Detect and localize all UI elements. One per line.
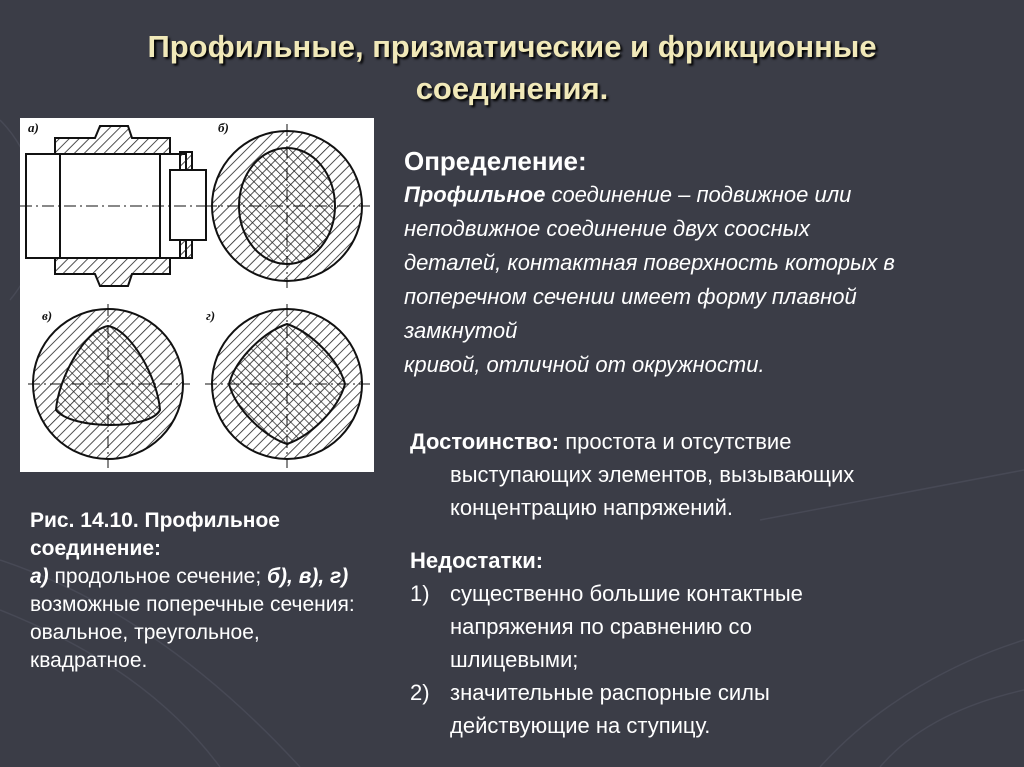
definition-text [404,178,1004,382]
disadvantage-1-line-1: существенно большие контактные [450,581,803,606]
triangular-section [28,304,190,468]
definition-line-6: кривой, отличной от окружности. [404,352,765,377]
disadvantage-item-2 [410,676,1000,742]
definition-term: Профильное [404,182,546,207]
disadvantage-2-line-2: действующие на ступицу. [450,713,711,738]
disadvantage-1-line-2: напряжения по сравнению со [450,614,752,639]
caption-bvg-label: б), в), г) [267,565,349,588]
figure-label-v: в) [42,308,53,323]
disadvantages-heading: Недостатки: [410,548,544,573]
caption-title: Рис. 14.10. Профильное соединение: [30,509,280,560]
definition-line-3: деталей, контактная поверхность которых в [404,250,895,275]
caption-a-label: а) [30,565,49,588]
disadvantage-num-2: 2) [410,680,430,705]
definition-line-5: замкнутой [404,318,518,343]
profile-joint-drawing-icon [20,118,374,472]
square-section [205,304,370,468]
figure-caption [30,507,375,675]
profile-joint-figure [20,118,374,472]
disadvantage-1-line-3: шлицевыми; [450,647,579,672]
advantage-line-2: выступающих элементов, вызывающих [450,462,855,487]
disadvantage-num-1: 1) [410,581,430,606]
oval-section [205,124,370,288]
caption-rest-text: возможные поперечные сечения: овальное, треугольное, квадратное. [30,593,355,672]
figure-label-g: г) [206,308,216,323]
title-line-2: соединения. [415,71,609,106]
definition-line-2: неподвижное соединение двух соосных [404,216,810,241]
advantage-label: Достоинство: [410,429,560,454]
definition-line-4: поперечном сечении имеет форму плавной [404,284,857,309]
definition-line-1: соединение – подвижное или [545,182,852,207]
definition-block [404,144,1004,382]
longitudinal-section [20,126,220,286]
definition-heading: Определение: [404,146,587,176]
advantage-line-1: простота и отсутствие [559,429,792,454]
title-line-1: Профильные, призматические и фрикционные [147,29,877,64]
caption-a-text: продольное сечение; [48,565,268,588]
figure-label-a: а) [28,120,39,135]
disadvantage-item-1 [410,577,1000,676]
advantage-block [410,425,1000,524]
advantage-line-3: концентрацию напряжений. [450,495,734,520]
disadvantages-block [410,544,1000,742]
slide-title [40,26,984,110]
figure-label-b: б) [218,120,229,135]
disadvantage-2-line-1: значительные распорные силы [450,680,770,705]
